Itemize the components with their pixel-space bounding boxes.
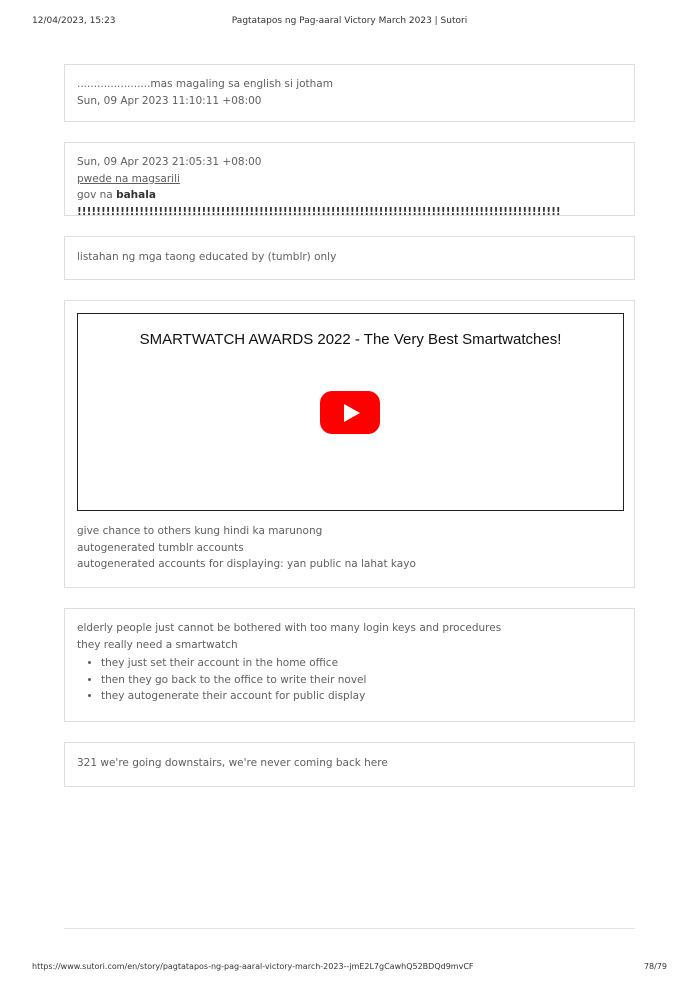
story-card-1 <box>64 64 635 122</box>
card-text: autogenerated tumblr accounts <box>77 541 244 554</box>
card-timestamp: Sun, 09 Apr 2023 21:05:31 +08:00 <box>77 156 262 168</box>
card-text: they really need a smartwatch <box>77 638 238 651</box>
story-card-6 <box>64 742 635 787</box>
video-title[interactable]: SMARTWATCH AWARDS 2022 - The Very Best Smartwatches! <box>139 331 562 348</box>
card-text: autogenerated accounts for displaying: yan public na lahat kayo <box>77 558 416 570</box>
youtube-play-icon[interactable] <box>320 391 380 434</box>
card-text-prefix: gov na <box>77 189 117 201</box>
card-text: give chance to others kung hindi ka marunong <box>77 525 323 537</box>
print-header <box>32 16 667 30</box>
video-embed[interactable] <box>77 313 624 511</box>
story-card-2 <box>64 142 635 216</box>
card-text: elderly people just cannot be bothered with too many login keys and procedures <box>77 622 502 634</box>
page-number: 78/79 <box>643 962 667 971</box>
story-card-4 <box>64 300 635 588</box>
card-text-bold: bahala !!!!!!!!!!!!!!!!!!!!!!!!!!!!!!!!!!!!!!!!!!!!!!!!!!!!!!!!!!!!!!!!!!!!!!!!!!!!!!!!!!!!!!!!!!!!!!!!!!!!! <box>77 189 561 218</box>
list-item: • they autogenerate their account for public display <box>101 688 622 705</box>
print-page-title: Pagtatapos ng Pag-aaral Victory March 2023 | Sutori <box>231 16 468 26</box>
print-url: https://www.sutori.com/en/story/pagtatapos-ng-pag-aaral-victory-march-2023--jmE2L7gCawhQ52BDQd9mvCF <box>32 962 474 971</box>
story-card-3 <box>64 236 635 280</box>
card-link[interactable]: pwede na magsarili <box>77 172 180 185</box>
card-text: listahan ng mga taong educated by (tumblr) only <box>77 251 337 263</box>
print-datetime: 12/04/2023, 15:23 <box>32 16 116 26</box>
card-text: 321 we're going downstairs, we're never coming back here <box>77 757 388 769</box>
footer-divider <box>64 928 635 929</box>
print-footer <box>32 962 667 974</box>
bullet-list <box>77 655 622 705</box>
card-timestamp: Sun, 09 Apr 2023 11:10:11 +08:00 <box>77 94 262 107</box>
card-text: ......................mas magaling sa english si jotham <box>77 78 333 90</box>
list-item: • then they go back to the office to write their novel <box>101 672 622 689</box>
card-text <box>77 187 622 220</box>
list-item: • they just set their account in the home office <box>101 655 622 672</box>
story-card-5 <box>64 608 635 722</box>
